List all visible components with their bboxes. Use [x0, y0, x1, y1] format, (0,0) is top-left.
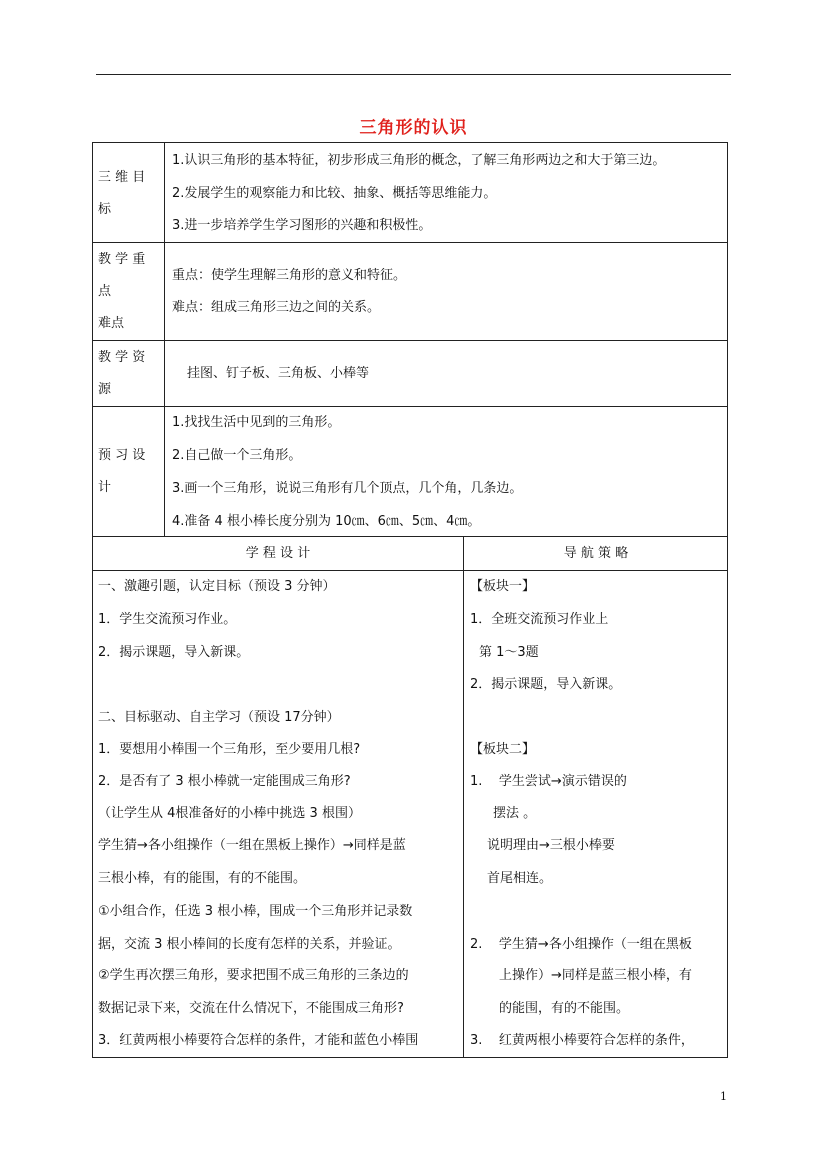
- row-divider: [92, 340, 728, 341]
- left-col-line: 数据记录下来，交流在什么情况下，不能围成三角形?: [98, 1001, 404, 1016]
- left-col-line: 3．红黄两根小棒要符合怎样的条件，才能和蓝色小棒围: [98, 1033, 419, 1048]
- row-divider: [92, 570, 728, 571]
- objectives-label: 三 维 目: [98, 170, 146, 185]
- right-col-line: 的能围，有的不能围。: [499, 1001, 630, 1016]
- left-col-line: 1．学生交流预习作业。: [98, 612, 237, 627]
- col-divider: [463, 536, 464, 1058]
- resources-text: 挂图、钉子板、三角板、小棒等: [187, 366, 370, 381]
- key-points-label: 点: [98, 284, 112, 299]
- row-divider: [92, 242, 728, 243]
- table-border-top: [92, 142, 728, 143]
- page-number: 1: [720, 1090, 727, 1103]
- preview-label: 计: [98, 480, 112, 495]
- right-col-line: 【板块二】: [470, 742, 536, 757]
- page-title: 三角形的认识: [359, 118, 468, 138]
- left-col-line: 据，交流 3 根小棒间的长度有怎样的关系，并验证。: [98, 937, 401, 952]
- objective-item: 1.认识三角形的基本特征，初步形成三角形的概念，了解三角形两边之和大于第三边。: [172, 153, 666, 168]
- left-col-line: 学生猜→各小组操作（一组在黑板上操作）→同样是蓝: [98, 838, 406, 853]
- table-border-left: [92, 142, 93, 1058]
- left-col-line: 2．揭示课题，导入新课。: [98, 645, 250, 660]
- key-point-item: 重点：使学生理解三角形的意义和特征。: [172, 268, 407, 283]
- left-col-line: 一、激趣引题，认定目标（预设 3 分钟）: [98, 579, 336, 594]
- left-col-line: 1．要想用小棒围一个三角形，至少要用几根?: [98, 742, 361, 757]
- left-col-line: ②学生再次摆三角形，要求把围不成三角形的三条边的: [98, 968, 409, 983]
- objective-item: 2.发展学生的观察能力和比较、抽象、概括等思维能力。: [172, 186, 497, 201]
- right-col-line: 2. 学生猜→各小组操作（一组在黑板: [470, 937, 692, 952]
- left-col-line: 二、目标驱动、自主学习（预设 17分钟）: [98, 710, 340, 725]
- preview-item: 2.自己做一个三角形。: [172, 448, 302, 463]
- row-divider: [92, 536, 728, 537]
- right-col-line: 说明理由→三根小棒要: [487, 838, 615, 853]
- table-border-right: [727, 142, 728, 1058]
- preview-item: 4.准备 4 根小棒长度分别为 10㎝、6㎝、5㎝、4㎝。: [172, 514, 481, 529]
- row-divider: [92, 406, 728, 407]
- resources-label: 教 学 资: [98, 350, 146, 365]
- objective-item: 3.进一步培养学生学习图形的兴趣和积极性。: [172, 218, 432, 233]
- left-col-line: 三根小棒，有的能围，有的不能围。: [98, 871, 307, 886]
- key-points-label: 教 学 重: [98, 252, 146, 267]
- objectives-label: 标: [98, 202, 112, 217]
- right-col-line: 1．全班交流预习作业上: [470, 612, 609, 627]
- right-col-line: 1. 学生尝试→演示错误的: [470, 774, 627, 789]
- key-points-label: 难点: [98, 316, 125, 331]
- header-navigation-strategy: 导 航 策 略: [563, 546, 629, 561]
- header-learning-design: 学 程 设 计: [245, 546, 311, 561]
- right-col-line: 第 1～3题: [479, 645, 539, 660]
- right-col-line: 3. 红黄两根小棒要符合怎样的条件，: [470, 1033, 694, 1048]
- right-col-line: 上操作）→同样是蓝三根小棒，有: [499, 968, 692, 983]
- table-border-bottom: [92, 1057, 728, 1058]
- preview-item: 3.画一个三角形，说说三角形有几个顶点，几个角，几条边。: [172, 481, 523, 496]
- left-col-line: ①小组合作，任选 3 根小棒，围成一个三角形并记录数: [98, 904, 413, 919]
- preview-item: 1.找找生活中见到的三角形。: [172, 415, 341, 430]
- right-col-line: 2．揭示课题，导入新课。: [470, 677, 622, 692]
- preview-label: 预 习 设: [98, 448, 146, 463]
- resources-label: 源: [98, 382, 112, 397]
- right-col-line: 【板块一】: [470, 579, 536, 594]
- left-col-line: 2．是否有了 3 根小棒就一定能围成三角形?: [98, 774, 351, 789]
- right-col-line: 摆法 。: [493, 806, 537, 821]
- label-col-divider: [164, 142, 165, 536]
- key-point-item: 难点：组成三角形三边之间的关系。: [172, 300, 381, 315]
- right-col-line: 首尾相连。: [487, 871, 553, 886]
- left-col-line: （让学生从 4根准备好的小棒中挑选 3 根围）: [98, 806, 361, 821]
